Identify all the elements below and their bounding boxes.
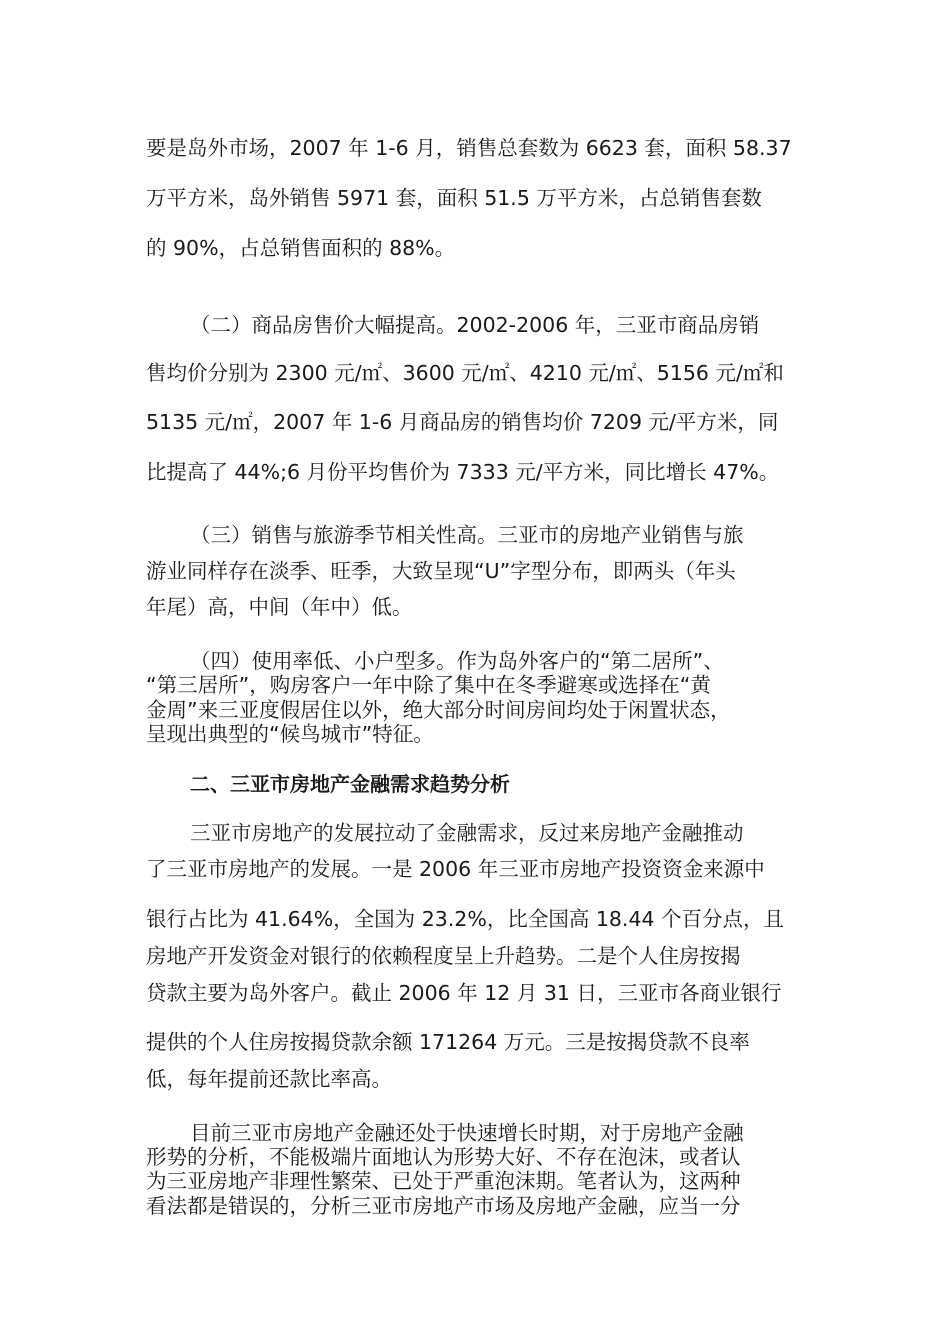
paragraph-line: “第三居所”，购房客户一年中除了集中在冬季避寒或选择在“黄	[146, 673, 711, 697]
paragraph-line: 游业同样存在淡季、旺季，大致呈现“U”字型分布，即两头（年头	[146, 559, 736, 583]
paragraph-line: 售均价分别为 2300 元/㎡、3600 元/㎡、4210 元/㎡、5156 元/㎡和	[146, 361, 784, 385]
paragraph-line: （二）商品房售价大幅提高。2002-2006 年，三亚市商品房销	[190, 313, 760, 337]
paragraph-line: 形势的分析，不能极端片面地认为形势大好、不存在泡沫，或者认	[146, 1145, 741, 1169]
paragraph-line: 为三亚房地产非理性繁荣、已处于严重泡沫期。笔者认为，这两种	[146, 1169, 741, 1193]
paragraph-line: 万平方米，岛外销售 5971 套，面积 51.5 万平方米，占总销售套数	[146, 186, 762, 210]
paragraph-line: 银行占比为 41.64%，全国为 23.2%，比全国高 18.44 个百分点，且	[146, 907, 785, 931]
paragraph-line: 低，每年提前还款比率高。	[146, 1067, 392, 1091]
paragraph-line: 三亚市房地产的发展拉动了金融需求，反过来房地产金融推动	[190, 821, 744, 845]
paragraph-line: 提供的个人住房按揭贷款余额 171264 万元。三是按揭贷款不良率	[146, 1030, 750, 1054]
paragraph-line: 呈现出典型的“候鸟城市”特征。	[146, 722, 434, 746]
paragraph-line: 目前三亚市房地产金融还处于快速增长时期，对于房地产金融	[190, 1121, 744, 1145]
paragraph-line: 的 90%，占总销售面积的 88%。	[146, 236, 456, 260]
paragraph-line: 要是岛外市场，2007 年 1-6 月，销售总套数为 6623 套，面积 58.37	[146, 136, 792, 160]
paragraph-line: 贷款主要为岛外客户。截止 2006 年 12 月 31 日，三亚市各商业银行	[146, 981, 782, 1005]
paragraph-line: 比提高了 44%;6 月份平均售价为 7333 元/平方米，同比增长 47%。	[146, 460, 780, 484]
paragraph-line: 年尾）高，中间（年中）低。	[146, 595, 413, 619]
paragraph-line: 房地产开发资金对银行的依赖程度呈上升趋势。二是个人住房按揭	[146, 944, 741, 968]
paragraph-line: 5135 元/㎡，2007 年 1-6 月商品房的销售均价 7209 元/平方米，同	[146, 410, 779, 434]
section-heading: 二、三亚市房地产金融需求趋势分析	[190, 772, 510, 796]
paragraph-line: 看法都是错误的，分析三亚市房地产市场及房地产金融，应当一分	[146, 1194, 741, 1218]
paragraph-line: （四）使用率低、小户型多。作为岛外客户的“第二居所”、	[190, 649, 724, 673]
paragraph-line: （三）销售与旅游季节相关性高。三亚市的房地产业销售与旅	[190, 523, 744, 547]
paragraph-line: 金周”来三亚度假居住以外，绝大部分时间房间均处于闲置状态，	[146, 698, 731, 722]
paragraph-line: 了三亚市房地产的发展。一是 2006 年三亚市房地产投资资金来源中	[146, 857, 765, 881]
